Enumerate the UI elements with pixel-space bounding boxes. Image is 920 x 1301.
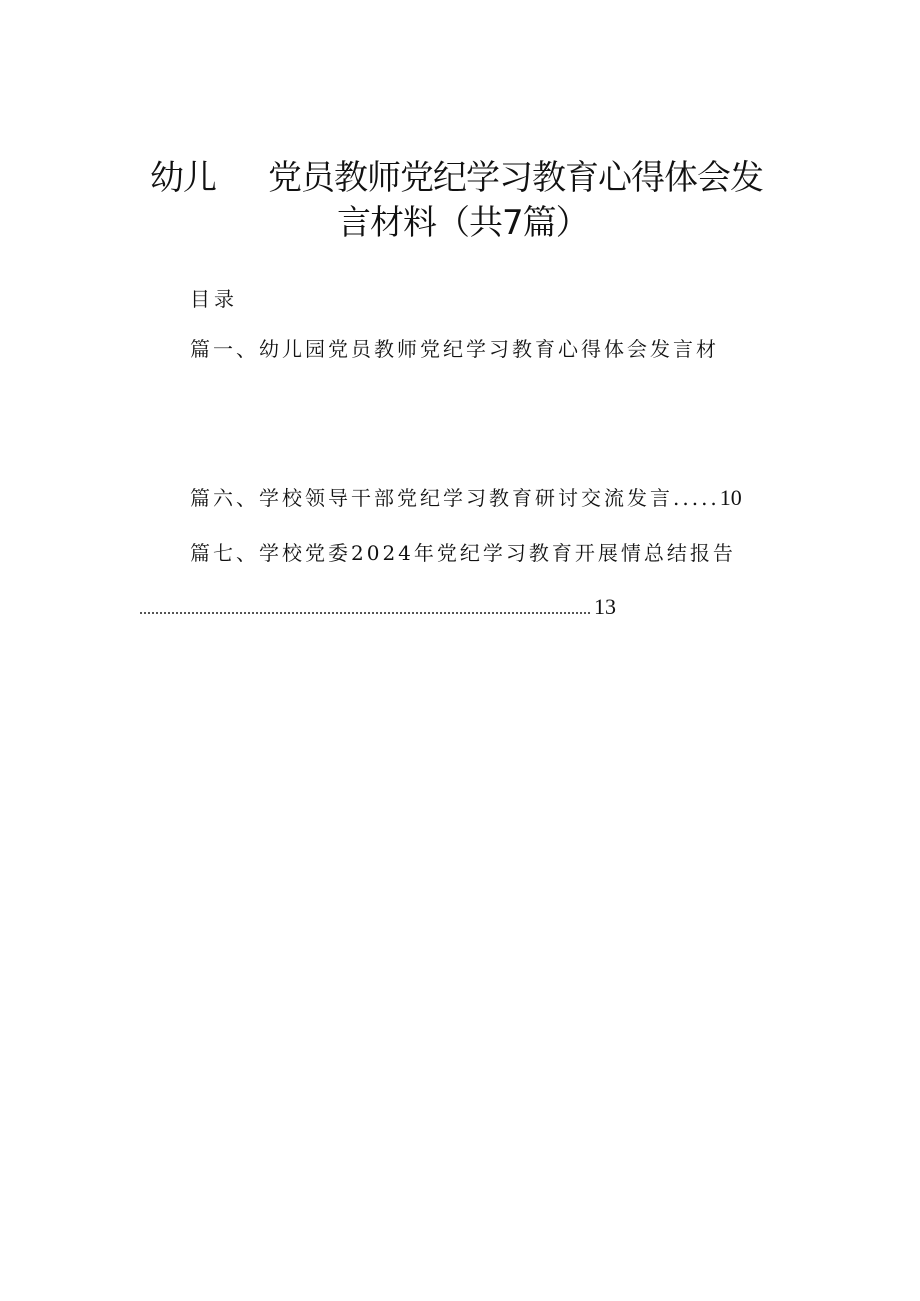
toc-item-6[interactable]	[190, 482, 742, 511]
toc-item-leader: .....	[673, 486, 720, 510]
document-title-line2: 言材料（共7篇）	[337, 203, 589, 243]
toc-item-page-number: 13	[594, 594, 616, 619]
toc-dot-leader	[140, 598, 590, 614]
toc-item-1[interactable]	[190, 333, 719, 362]
toc-item-7-page-line	[140, 594, 616, 620]
toc-item-page-number: 10	[719, 485, 742, 510]
toc-item-label: 篇六、学校领导干部党纪学习教育研讨交流发言	[190, 486, 673, 510]
document-title-line1-part2: 党员教师党纪学习教育心得体会发	[268, 158, 763, 198]
document-title-line1-part1: 幼儿	[150, 158, 216, 198]
toc-heading: 目录	[190, 287, 238, 311]
toc-item-label: 篇七、学校党委2024年党纪学习教育开展情总结报告	[190, 541, 736, 565]
toc-item-7[interactable]	[190, 537, 736, 566]
toc-item-label: 篇一、幼儿园党员教师党纪学习教育心得体会发言材	[190, 337, 719, 361]
